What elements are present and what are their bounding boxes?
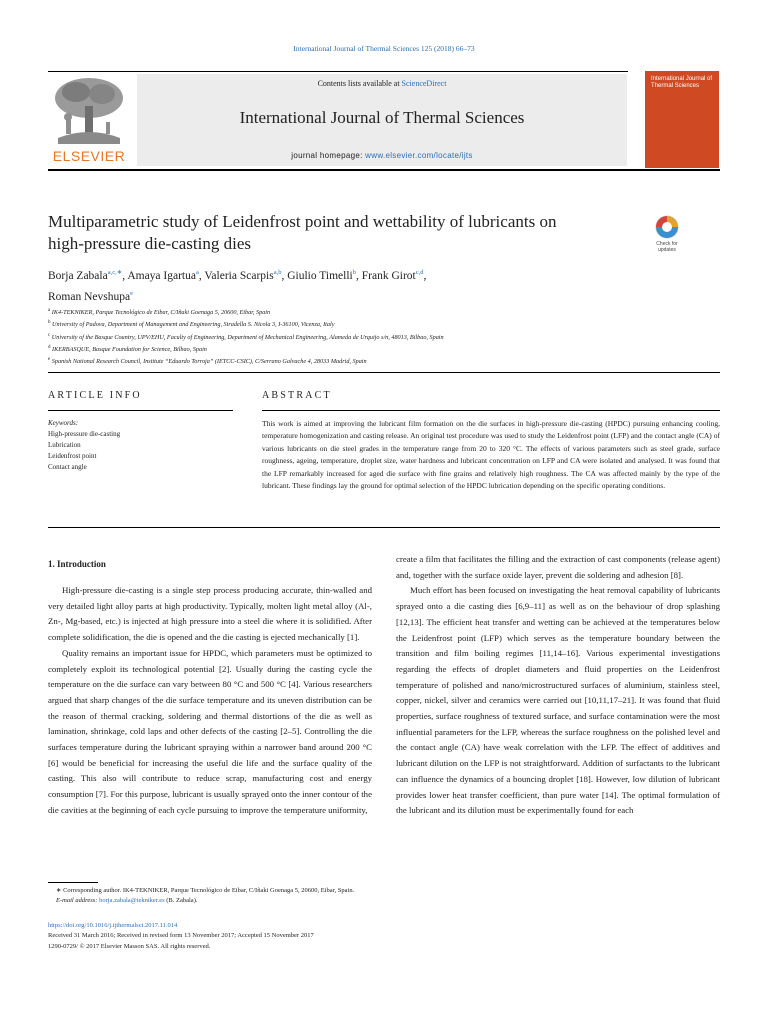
keyword: Contact angle	[48, 463, 87, 471]
section-rule-bottom	[48, 527, 720, 528]
journal-cover-title: International Journal of Thermal Sciences	[651, 76, 713, 89]
doi-link[interactable]: https://doi.org/10.1016/j.ijthermalsci.2017.11.014	[48, 922, 178, 929]
abstract-rule	[262, 410, 720, 411]
header-bottom-rule	[48, 169, 720, 171]
contents-prefix: Contents lists available at	[317, 79, 402, 88]
author[interactable]: Valeria Scarpis$^{a,b}$,	[204, 269, 288, 282]
paragraph: Quality remains an important issue for HPDC, which parameters must be optimized to completely exploit its technological potential [2]. Usually during the casting cycle the temperature on the die surface can vary between 80 °C and 500 °C [4]. Various researchers argued that sharp changes of the die surface temperature and its uneven distribution can be the reason of thermal cracking, soldering and thermal distortions of the die as well as lamination, shrinkage, cold laps and other defects of the casting [2–5]. Controlling the die surfaces temperature during the lubricant spraying within a narrower band around 200 °C [6] would be beneficial for increasing the useful die life and the surface quality of the casting. This also will contribute to reduce scrap, manufacturing cost and energy consumption [7]. For this purpose, lubricant is usually sprayed onto the inner contour of the die cavities at the beginning of each cycle pursuing to improve the temperature uniformity,	[48, 647, 372, 815]
affiliation: $^b$ University of Padova, Department of Management and Engineering, Stradella S. Nicola 3, I-36100, Vicenza, Italy	[48, 320, 335, 329]
received-dates: Received 31 March 2016; Received in revised form 13 November 2017; Accepted 15 November 2017	[48, 932, 314, 940]
footnote-rule	[48, 882, 98, 883]
affiliation: $^a$ IK4-TEKNIKER, Parque Tecnológico de Eibar, C/Iñaki Goenaga 5, 20600, Eibar, Spain	[48, 308, 271, 317]
keyword: Lubrication	[48, 441, 81, 449]
paragraph: Much effort has been focused on investigating the heat removal capability of lubricants sprayed onto a die casting dies [6,9–11] as well as on the behaviour of drop splashing [12,13]. The efficient heat transfer and wetting can be achieved at the temperatures below the Leidenfrost point (LFP) which serves as the temperature boundary between the transition and film boiling regimes [11,14–16]. Various experimental investigations regarding the effects of droplet diameters and fluid properties on the Leidenfrost temperature of polished and nano/microstructured surfaces of aluminium, stainless steel, copper, nickel, silver and ceramics were carried out [10,11,17–21]. It was found that fluid properties, surface roughness of textured surface, and surface contamination were the most influential parameters for the LFP, whereas the surface roughness on the polished level and the contact angle (CA) have weak correlation with the LFP. The effect of additives and lubricant dilution on the LFP is not straightforward. Addition of surfactants to the lubricant can influence the dynamics of a bouncing droplet [18]. However, low dilution of lubricant provides lower heat transfer coefficient, than pure water [14]. The optimal formulation of the lubricant and its dilution must be experimentally found for each	[396, 585, 720, 816]
abstract-text: This work is aimed at improving the lubricant film formation on the die surfaces in high-pressure die-casting (HPDC) pursuing enhancing cooling, temperature homogenization and casting release. An original test procedure was used to study the Leidenfrost point (LFP) and the contact angle (CA) of various lubricants on die steel grades in the temperature range from 20 to 320 °C. The effects of various parameters such as steel grade, surface roughness, ageing, temperature, droplet size, water hardness and lubricant concentration on LFP and CA were isolated and analysed. It was found that the LFP remarkably increased for aged die surface with fine grains and relatively high roughness. The CA was affected mainly by the type of the lubricant. These findings lay the ground for optimal selection of the HPDC lubrication depending on the specific operating conditions.	[262, 419, 720, 491]
contents-line	[137, 79, 627, 88]
check-for-updates-icon[interactable]	[652, 214, 682, 254]
paragraph: create a film that facilitates the filling and the extraction of cast components (release agent) and, together with the surface oxide layer, prevent die soldering and adhesion [8].	[396, 554, 720, 580]
left-column	[48, 583, 372, 819]
journal-homepage	[137, 151, 627, 160]
author[interactable]: Frank Girot$^{c,d}$,	[361, 269, 427, 282]
corresponding-author-note: ∗ Corresponding author. IK4-TEKNIKER, Parque Tecnológico de Eibar, C/Iñaki Goenaga 5, 20600, Eibar, Spain.	[56, 887, 355, 894]
footnotes	[56, 886, 716, 907]
right-column	[396, 552, 720, 819]
affiliation: $^c$ University of the Basque Country, UPV/EHU, Faculty of Engineering, Department of Mechanical Engineering, Alameda de Urquijo s/n, 48013, Bilbao, Spain	[48, 332, 444, 341]
abstract-heading: ABSTRACT	[262, 390, 332, 401]
article-title	[48, 211, 638, 255]
keyword: High-pressure die-casting	[48, 430, 121, 438]
sciencedirect-link[interactable]: ScienceDirect	[401, 79, 447, 88]
article-title-line-2: high-pressure die-casting dies	[48, 234, 251, 253]
article-info-heading: ARTICLE INFO	[48, 390, 142, 401]
article-title-line-1: Multiparametric study of Leidenfrost point and wettability of lubricants on	[48, 212, 557, 231]
copyright: 1290-0729/ © 2017 Elsevier Masson SAS. All rights reserved.	[48, 942, 211, 950]
keyword: Leidenfrost point	[48, 452, 97, 460]
email-link[interactable]: borja.zabala@tekniker.es	[99, 897, 165, 905]
elsevier-logo-text: ELSEVIER	[52, 148, 126, 164]
introduction-heading: 1. Introduction	[48, 559, 106, 569]
section-rule	[48, 372, 720, 373]
affiliation: $^e$ Spanish National Research Council, Institute “Eduardo Torroja” (IETCC-CSIC), C/Serrano Galvache 4, 28033 Madrid, Spain	[48, 357, 367, 366]
journal-citation[interactable]: International Journal of Thermal Sciences 125 (2018) 66–73	[293, 44, 475, 53]
journal-title: International Journal of Thermal Sciences	[239, 108, 525, 127]
affiliation: $^d$ IKERBASQUE, Basque Foundation for Science, Bilbao, Spain	[48, 344, 207, 353]
paragraph: High-pressure die-casting is a single step process producing accurate, thin-walled and very detailed light alloy parts at high productivity. Typically, molten light metal alloy (Al-, Zn-, Mg-based, etc.) is injected at high pressure into a steel die where it is solidified. After complete solidification, the die is opened and the die casting is ejected mechanically [1].	[48, 585, 372, 643]
homepage-prefix: journal homepage:	[291, 151, 366, 160]
svg-text:Check for: Check for	[656, 241, 678, 247]
author[interactable]: Giulio Timelli$^b$,	[287, 269, 362, 282]
affiliations	[48, 306, 708, 367]
author[interactable]: Amaya Igartua$^a$,	[127, 269, 205, 282]
header-top-rule	[48, 71, 628, 72]
email-note: E-mail address: borja.zabala@tekniker.es (B. Zabala).	[56, 897, 198, 905]
author[interactable]: Roman Nevshupa$^e$	[48, 289, 133, 303]
author-list	[48, 264, 668, 306]
homepage-link[interactable]: www.elsevier.com/locate/ijts	[365, 151, 473, 160]
publication-info	[48, 921, 708, 952]
author[interactable]: Borja Zabala$^{a,c,∗}$,	[48, 269, 128, 282]
keywords-block	[48, 418, 233, 473]
svg-text:updates: updates	[658, 247, 676, 253]
article-info-rule	[48, 410, 233, 411]
keywords-label: Keywords:	[48, 419, 79, 427]
